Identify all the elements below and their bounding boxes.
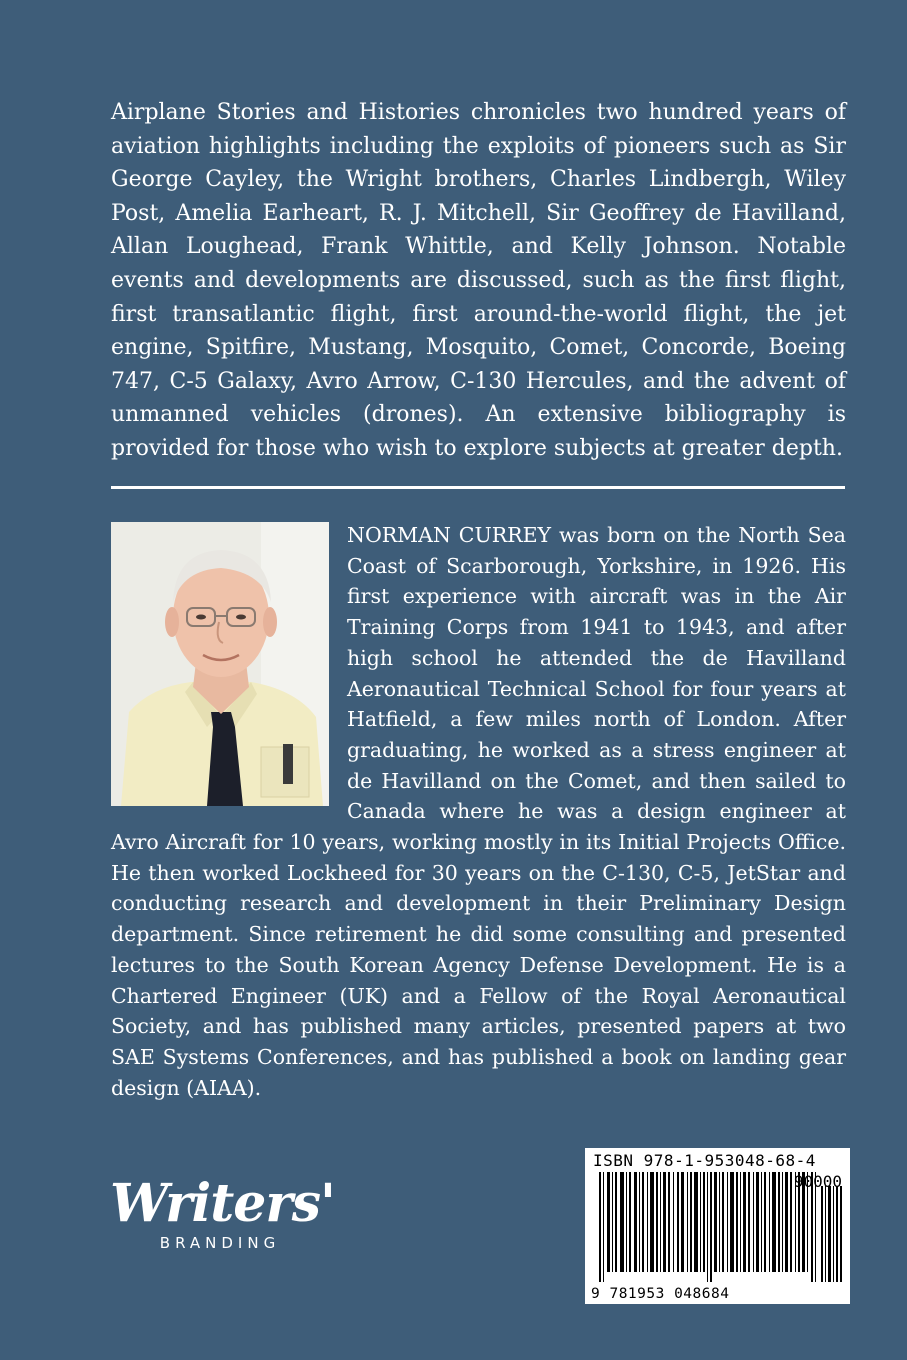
publisher-wordmark: Writers' <box>110 1173 335 1234</box>
publisher-subtitle: BRANDING <box>159 1234 281 1252</box>
isbn-label: ISBN 978-1-953048-68-4 <box>593 1151 816 1170</box>
author-name: NORMAN CURREY <box>347 523 552 547</box>
author-bio <box>111 520 846 1103</box>
book-description: Airplane Stories and Histories chronicles two hundred years of aviation highlights including the exploits of pioneers such as Sir George Cayley, the Wright brothers, Charles Lindbergh, Wiley Post, Amelia Earheart, R. J. Mitchell, Sir Geoffrey de Havilland, Allan Loughead, Frank Whittle, and Kelly Johnson. Notable events and developments are discussed, such as the first flight, first transatlantic flight, first around-the-world flight, the jet engine, Spitfire, Mustang, Mosquito, Comet, Concorde, Boeing 747, C-5 Galaxy, Avro Arrow, C-130 Hercules, and the advent of unmanned vehicles (drones). An extensive bibliography is provided for those who wish to explore subjects at greater depth. <box>111 100 846 461</box>
author-photo <box>111 522 329 806</box>
isbn-barcode <box>585 1148 850 1304</box>
author-bio-text: was born on the North Sea Coast of Scarborough, Yorkshire, in 1926. His first experience with aircraft was in the Air Training Corps from 1941 to 1943, and after high school he attended the de Havilland Aeronautical Technical School for four years at Hatfield, a few miles north of London. After graduating, he worked as a stress engineer at de Havilland on the Comet, and then sailed to Canada where he was a design engineer at Avro Aircraft for 10 years, working mostly in its Initial Projects Office. He then worked Lockheed for 30 years on the C-130, C-5, JetStar and conducting research and development in their Preliminary Design department. Since retirement he did some consulting and presented lectures to the South Korean Agency Defense Development. He is a Chartered Engineer (UK) and a Fellow of the Royal Aeronautical Society, and has published many articles, presented papers at two SAE Systems Conferences, and has published a book on landing gear design (AIAA). <box>111 523 846 1100</box>
isbn-addon: 90000 <box>793 1172 842 1191</box>
divider-rule <box>111 486 845 489</box>
isbn-digits: 9 781953 048684 <box>591 1286 730 1302</box>
publisher-logo <box>110 1173 335 1252</box>
